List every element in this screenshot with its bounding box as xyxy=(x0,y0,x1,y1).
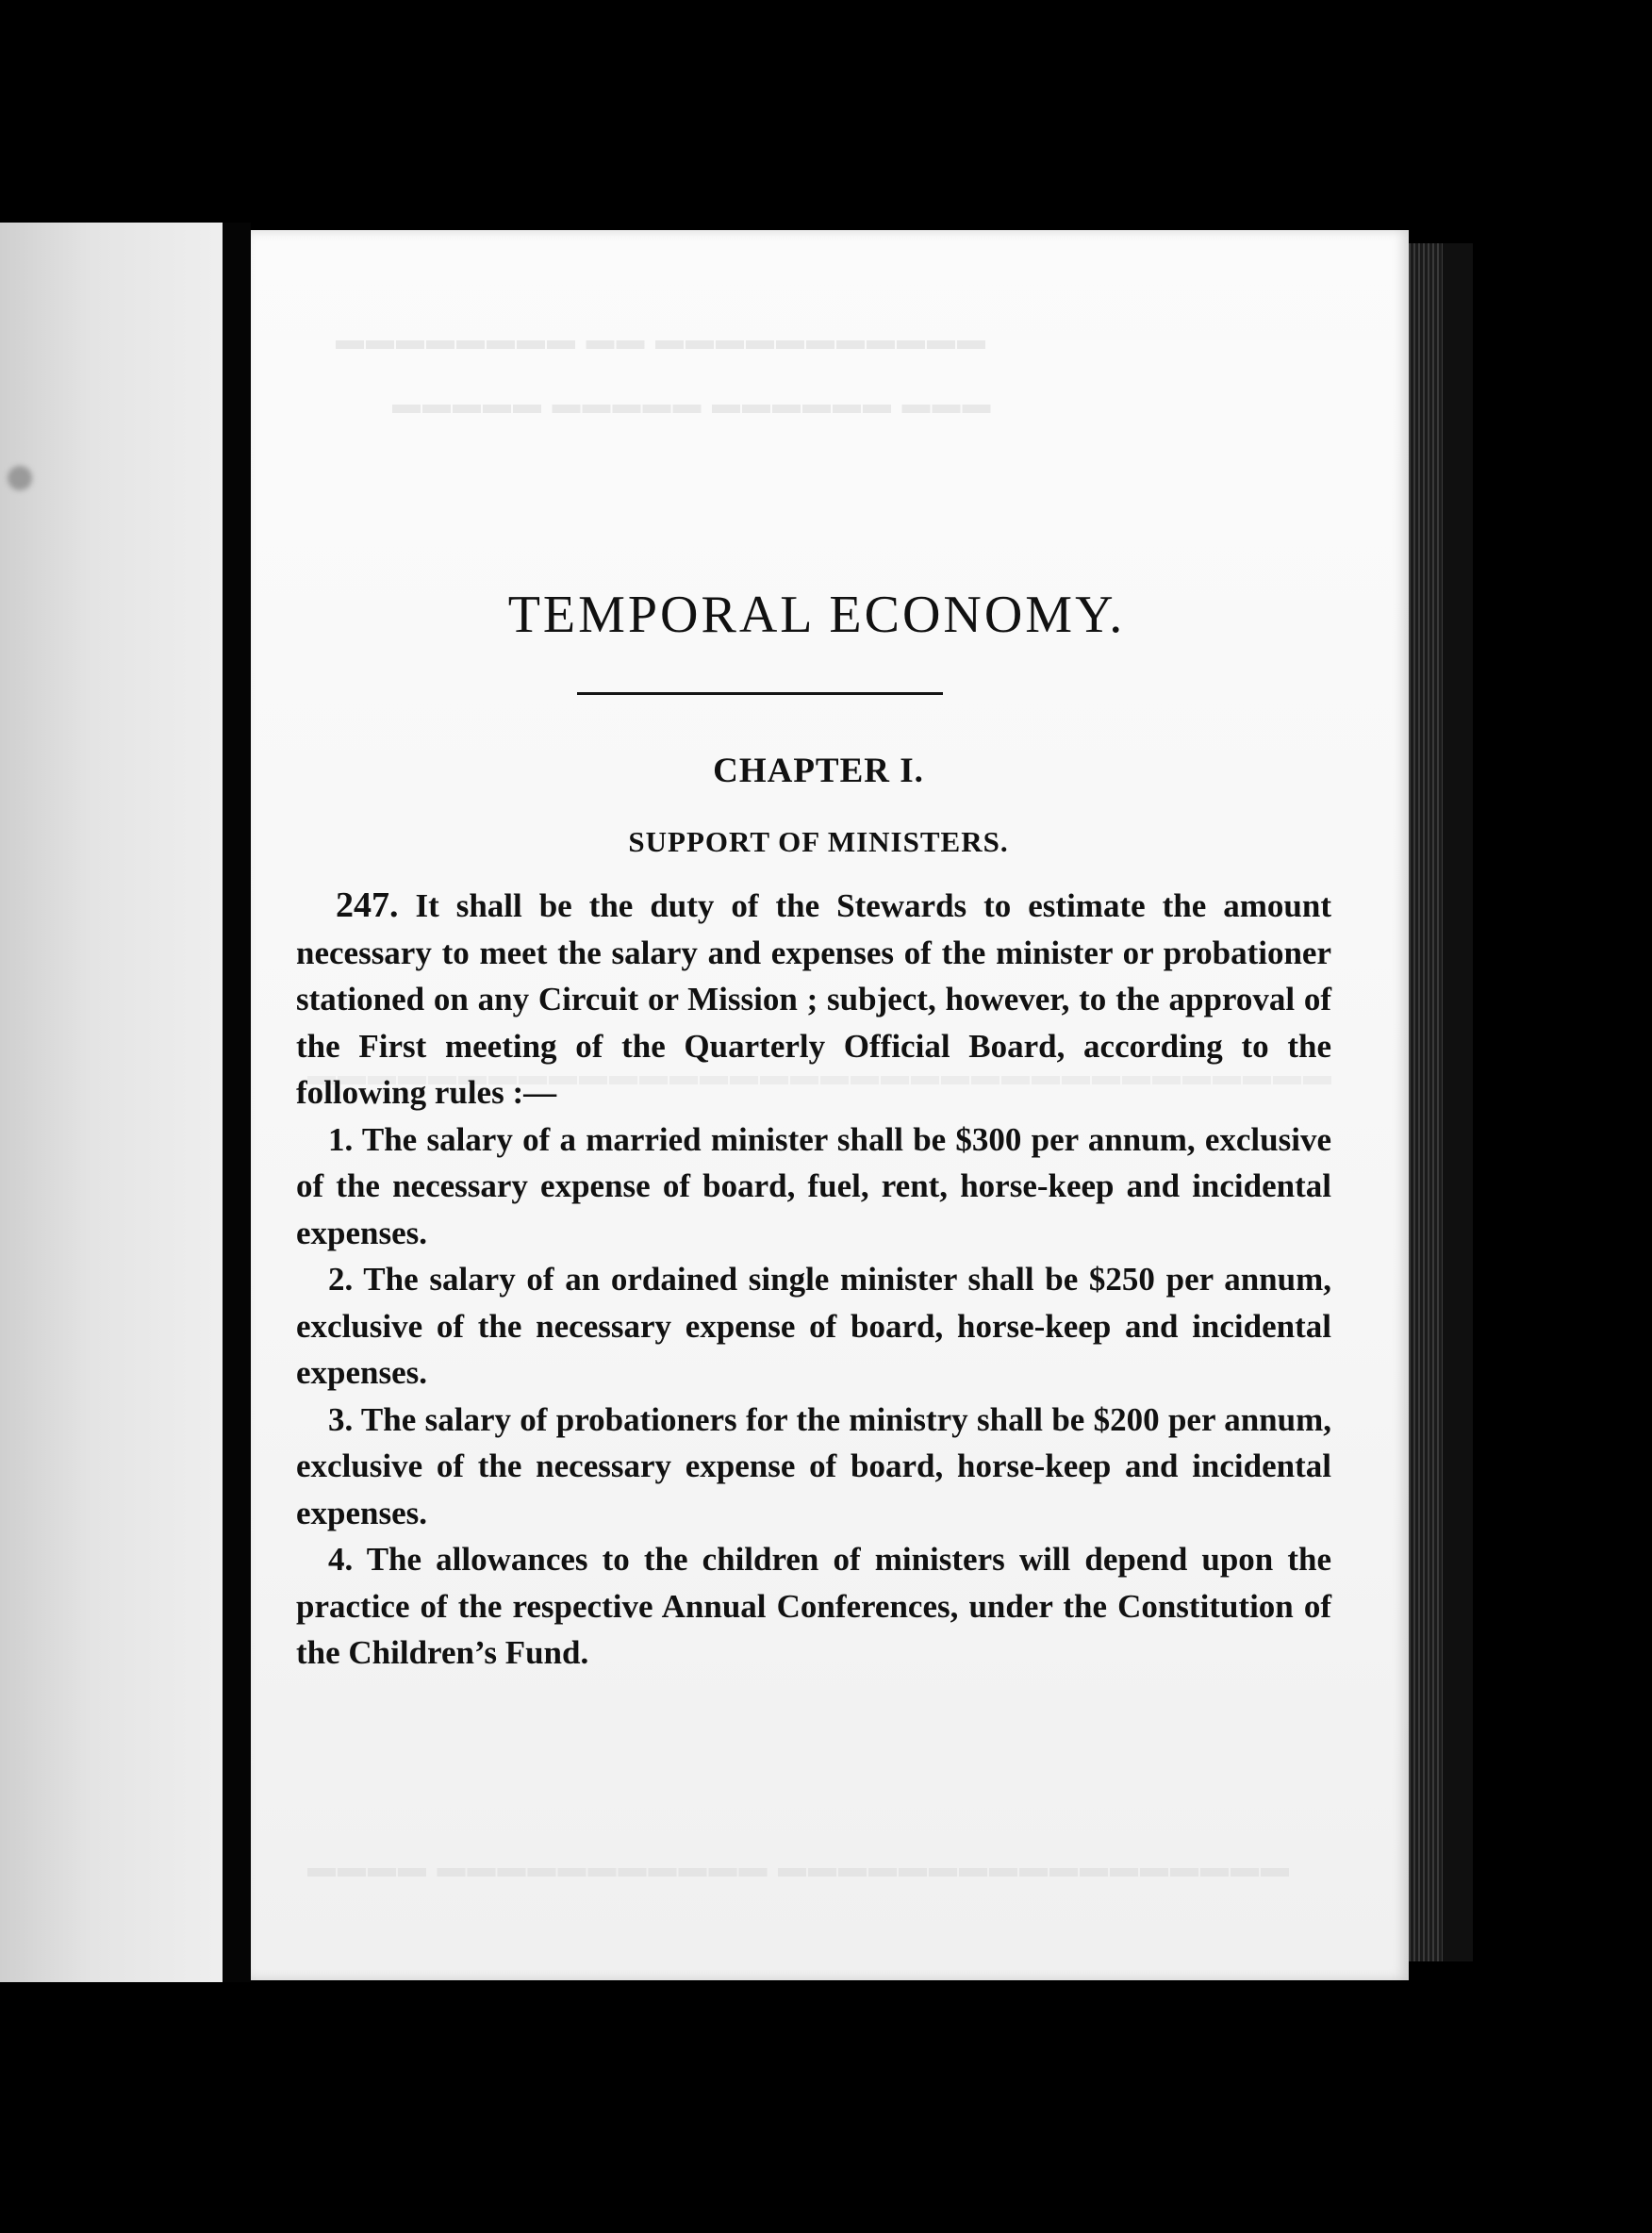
rule-item: 3. The salary of probationers for the ministry shall be $200 per annum, exclusive of the necessary expense of board, horse-keep and incidental expenses. xyxy=(296,1400,1331,1531)
show-through-text: ▬▬▬▬▬ ▬▬▬▬▬ ▬▬▬▬▬▬ ▬▬▬ xyxy=(392,389,993,420)
rule-item: 1. The salary of a married minister shall be $300 per annum, exclusive of the necessary expense of board, fuel, rent, horse-keep and incidental expenses. xyxy=(296,1120,1331,1251)
book-spine xyxy=(1443,243,1473,1961)
ink-smudge xyxy=(8,466,32,490)
title-divider xyxy=(577,692,943,695)
paragraph-number: 247. xyxy=(336,885,399,925)
intro-text: It shall be the duty of the Stewards to estimate the amount necessary to meet the salary and expenses of the minister or probationer stationed on any Circuit or Mission ; subject, however, to the approval of the First meeting of the Quarterly Official Board, according to the following rules :— xyxy=(296,887,1331,1111)
show-through-text: ▬▬▬▬ ▬▬▬▬▬▬▬▬▬▬▬ ▬▬▬▬▬▬▬▬▬▬▬▬▬▬▬▬▬ xyxy=(307,1852,1291,1883)
previous-page-edge xyxy=(0,223,230,1982)
book-page xyxy=(251,230,1409,1980)
page-stack-edge xyxy=(1409,243,1443,1961)
intro-paragraph xyxy=(296,883,1331,1116)
rule-item: 2. The salary of an ordained single minister shall be $250 per annum, exclusive of the necessary expense of board, horse-keep and incidental expenses. xyxy=(296,1261,1331,1391)
body-text xyxy=(296,883,1331,1677)
book-gutter xyxy=(223,223,251,1982)
page-title: TEMPORAL ECONOMY. xyxy=(507,586,1126,644)
rule-item: 4. The allowances to the children of ministers will depend upon the practice of the respective Annual Conferences, under the Constitution of the Children’s Fund. xyxy=(296,1541,1331,1671)
show-through-text: ▬▬▬▬▬▬▬▬ ▬▬ ▬▬▬▬▬▬▬▬▬▬▬ xyxy=(336,324,987,356)
chapter-heading: CHAPTER I. xyxy=(713,752,924,790)
section-heading: SUPPORT OF MINISTERS. xyxy=(628,825,1009,858)
